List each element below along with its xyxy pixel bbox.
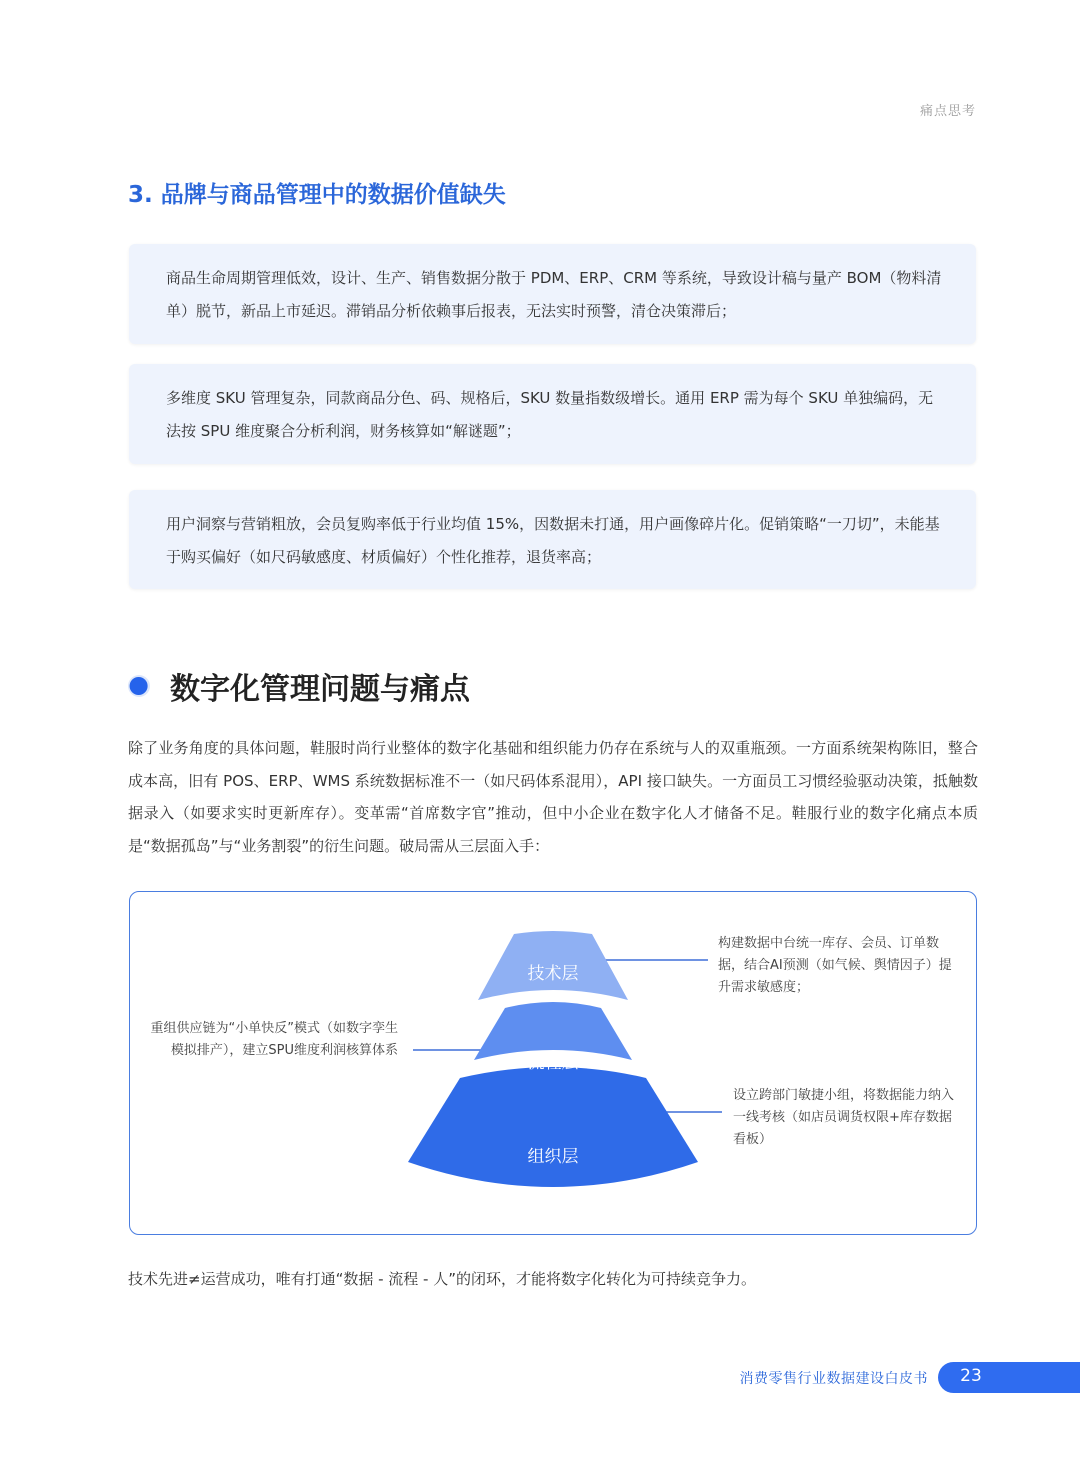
pain-point-text: 多维度 SKU 管理复杂，同款商品分色、码、规格后，SKU 数量指数级增长。通用 ERP 需为每个 SKU 单独编码，无法按 SPU 维度聚合分析利润，财务核算如“解谜题”；: [166, 389, 934, 440]
closing-sentence: 技术先进≠运营成功，唯有打通“数据 - 流程 - 人”的闭环，才能将数字化转化为可持续竞争力。: [128, 1270, 757, 1288]
pain-point-text: 用户洞察与营销粗放，会员复购率低于行业均值 15%，因数据未打通，用户画像碎片化。促销策略“一刀切”，未能基于购买偏好（如尺码敏感度、材质偏好）个性化推荐，退货率高；: [166, 515, 940, 566]
process-annotation: 重组供应链为“小单快反”模式（如数字孪生模拟排产），建立SPU维度利润核算体系: [150, 1021, 398, 1058]
section-title: 3. 品牌与商品管理中的数据价值缺失: [128, 182, 506, 208]
body-paragraph: 除了业务角度的具体问题，鞋服时尚行业整体的数字化基础和组织能力仍存在系统与人的双重瓶颈。一方面系统架构陈旧，整合成本高，旧有 POS、ERP、WMS 系统数据标准不一（如尺码体系混用），API 接口缺失。一方面员工习惯经验驱动决策，抵触数据录入（如要求实时更新库存）。变革需“首席数字官”推动，但中小企业在数字化人才储备不足。鞋服行业的数字化痛点本质是“数据孤岛”与“业务割裂”的衍生问题。破局需从三层面入手：: [128, 739, 978, 855]
subsection-title: 数字化管理问题与痛点: [170, 672, 470, 707]
footer-title: 消费零售行业数据建设白皮书: [739, 1371, 928, 1387]
tech-layer-label: 技术层: [527, 964, 579, 984]
page-number: 23: [960, 1366, 982, 1386]
tech-annotation: 构建数据中台统一库存、会员、订单数据，结合AI预测（如气候、舆情因子）提升需求敏感度；: [718, 936, 952, 995]
pain-point-text: 商品生命周期管理低效，设计、生产、销售数据分散于 PDM、ERP、CRM 等系统，导致设计稿与量产 BOM（物料清单）脱节，新品上市延迟。滞销品分析依赖事后报表，无法实时预警，清仓决策滞后；: [166, 269, 942, 320]
process-layer-label: 流程层: [527, 1053, 579, 1073]
org-annotation: 设立跨部门敏捷小组，将数据能力纳入一线考核（如店员调货权限+库存数据看板）: [733, 1088, 955, 1147]
org-layer-label: 组织层: [527, 1147, 579, 1167]
section-header-label: 痛点思考: [919, 104, 976, 119]
process-layer-shape: [474, 1002, 632, 1060]
org-layer-shape: [408, 1067, 698, 1187]
